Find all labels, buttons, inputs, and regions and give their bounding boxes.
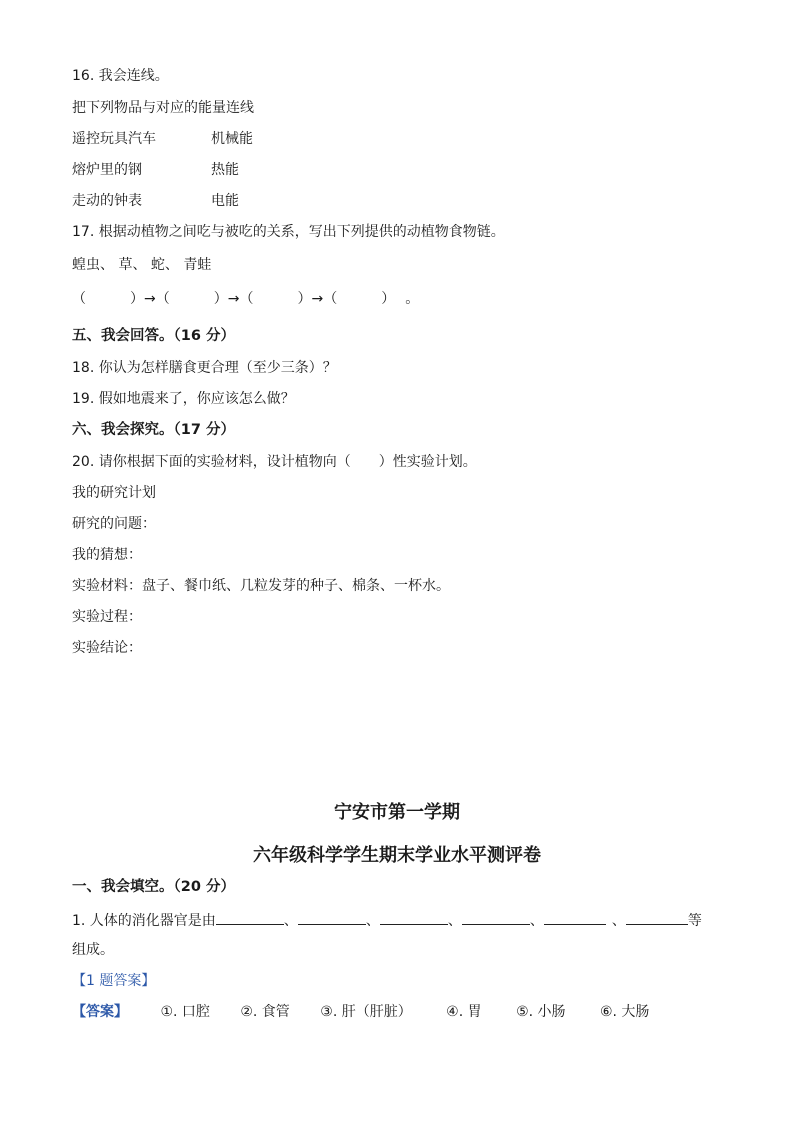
q16-item-3: 走动的钟表 xyxy=(72,193,142,209)
q1-blank-1 xyxy=(216,910,284,925)
q1-blank-5 xyxy=(544,910,606,925)
q1-line2: 组成。 xyxy=(72,942,114,958)
chain-open-2: （ xyxy=(155,291,170,307)
q1-answer-header: 【1 题答案】 xyxy=(72,973,156,989)
answer-6: ⑥. 大肠 xyxy=(599,1004,650,1020)
chain-arrow-1: → xyxy=(144,291,156,307)
materials-text: 实验材料：盘子、餐巾纸、几粒发芽的种子、棉条、一杯水。 xyxy=(72,578,450,594)
section6-heading: 六、我会探究。（17 分） xyxy=(72,422,235,438)
chain-open-1: （ xyxy=(72,291,86,307)
q1-end: 等 xyxy=(687,913,702,929)
q17-organisms: 蝗虫、 草、 蛇、 青蛙 xyxy=(72,257,212,273)
answer-5: ⑤. 小肠 xyxy=(516,1004,566,1020)
q1-blank-3 xyxy=(380,910,448,925)
q1-blank-4 xyxy=(462,910,530,925)
q20-before: 20. 请你根据下面的实验材料，设计植物向（ xyxy=(72,454,351,470)
q18-text: 18. 你认为怎样膳食更合理（至少三条）？ xyxy=(72,360,337,376)
q16-energy-1: 机械能 xyxy=(211,131,253,147)
q16-energy-3: 电能 xyxy=(211,193,239,209)
chain-close-2: ） xyxy=(213,291,228,307)
q1-blank-2 xyxy=(298,910,366,925)
q16-instruction: 把下列物品与对应的能量连线 xyxy=(72,100,254,116)
q1-lead: 1. 人体的消化器官是由 xyxy=(72,913,216,929)
chain-arrow-3: → xyxy=(311,291,324,307)
answer-3: ③. 肝（肝脏） xyxy=(320,1004,412,1020)
q1-sep: 、 xyxy=(611,913,626,929)
q17-food-chain xyxy=(72,289,419,309)
answer-label: 【答案】 xyxy=(72,1004,128,1020)
research-question-label: 研究的问题： xyxy=(72,516,156,532)
q1-answer-row xyxy=(72,1002,649,1022)
chain-close-1: ） xyxy=(130,291,144,307)
q16-item-1: 遥控玩具汽车 xyxy=(72,131,156,147)
chain-close-4: ） xyxy=(381,291,396,307)
plan-title: 我的研究计划 xyxy=(72,485,156,501)
doc-title-1: 宁安市第一学期 xyxy=(334,802,460,823)
q1-sep: 、 xyxy=(447,913,462,929)
q20-after: ）性实验计划。 xyxy=(378,454,477,470)
section5-heading: 五、我会回答。（16 分） xyxy=(72,328,235,344)
q16-item-2: 熔炉里的钢 xyxy=(72,162,142,178)
conclusion-label: 实验结论： xyxy=(72,640,142,656)
chain-close-3: ） xyxy=(297,291,312,307)
answer-4: ④. 胃 xyxy=(446,1004,482,1020)
answer-1: ①. 口腔 xyxy=(160,1004,210,1020)
q20-text xyxy=(72,452,477,472)
chain-end: 。 xyxy=(405,291,420,307)
q1-text xyxy=(72,910,702,931)
doc-title-2: 六年级科学学生期末学业水平测评卷 xyxy=(253,845,541,866)
chain-open-3: （ xyxy=(239,291,254,307)
chain-arrow-2: → xyxy=(227,291,240,307)
q16-energy-2: 热能 xyxy=(211,162,239,178)
answer-2: ②. 食管 xyxy=(240,1004,290,1020)
process-label: 实验过程： xyxy=(72,609,142,625)
chain-open-4: （ xyxy=(323,291,338,307)
q1-sep: 、 xyxy=(283,913,298,929)
q19-text: 19. 假如地震来了，你应该怎么做？ xyxy=(72,391,295,407)
q1-blank-6 xyxy=(626,910,688,925)
q1-sep: 、 xyxy=(365,913,380,929)
q1-sep: 、 xyxy=(529,913,544,929)
section1-heading: 一、我会填空。（20 分） xyxy=(72,879,235,895)
guess-label: 我的猜想： xyxy=(72,547,142,563)
q16-title: 16. 我会连线。 xyxy=(72,68,169,84)
q17-title: 17. 根据动植物之间吃与被吃的关系，写出下列提供的动植物食物链。 xyxy=(72,224,505,240)
